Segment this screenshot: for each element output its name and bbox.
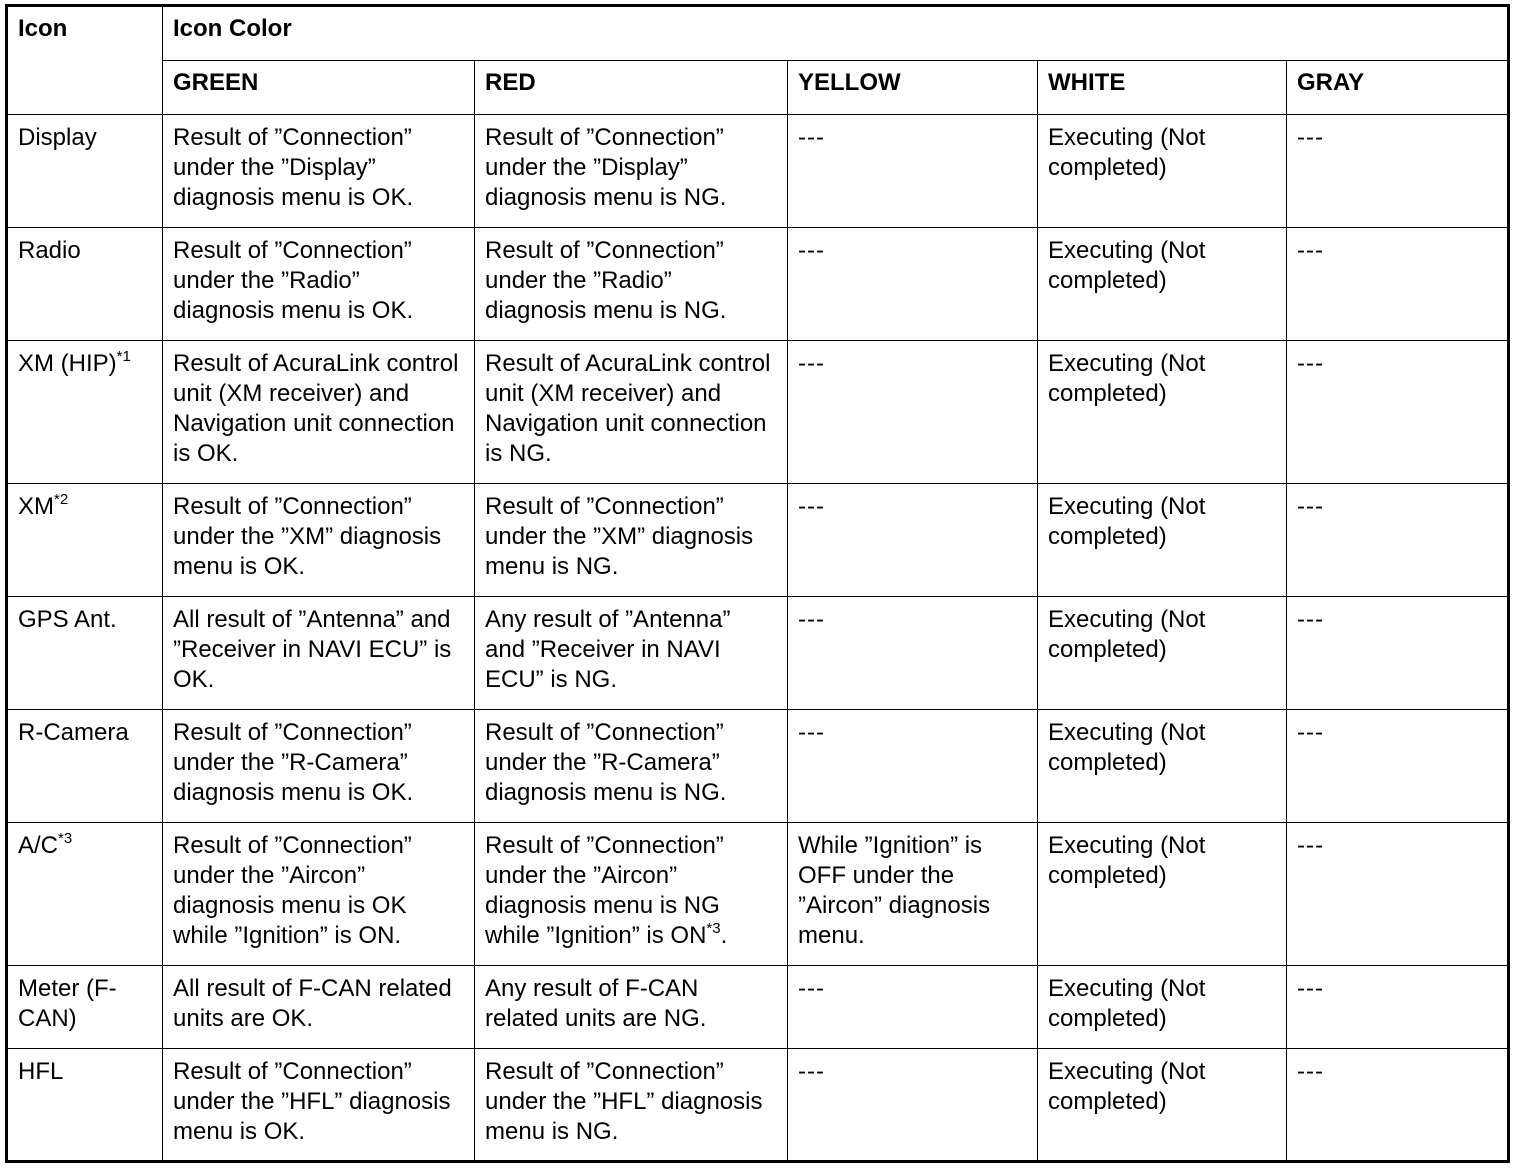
cell-red [475,823,788,966]
table-row [7,823,1509,966]
table-row [7,1049,1509,1162]
cell-icon [7,484,163,597]
cell-icon: Radio [7,228,163,341]
icon-label: XM [18,493,54,520]
table-row [7,966,1509,1049]
header-yellow: YELLOW [788,61,1038,115]
cell-white: Executing (Not completed) [1038,1049,1287,1162]
footnote-marker: *1 [116,348,131,365]
cell-icon: GPS Ant. [7,597,163,710]
cell-white: Executing (Not completed) [1038,341,1287,484]
cell-green: Result of ”Connection” under the ”HFL” diagnosis menu is OK. [163,1049,475,1162]
cell-gray: --- [1287,823,1509,966]
cell-white: Executing (Not completed) [1038,484,1287,597]
cell-red: Result of ”Connection” under the ”HFL” diagnosis menu is NG. [475,1049,788,1162]
cell-green: Result of AcuraLink control unit (XM receiver) and Navigation unit connection is OK. [163,341,475,484]
cell-yellow: --- [788,1049,1038,1162]
cell-red: Any result of ”Antenna” and ”Receiver in NAVI ECU” is NG. [475,597,788,710]
cell-yellow: --- [788,228,1038,341]
header-gray: GRAY [1287,61,1509,115]
red-text-end: . [720,922,728,949]
cell-icon [7,341,163,484]
header-icon-color: Icon Color [163,6,1509,61]
footnote-marker: *3 [706,920,721,937]
cell-white: Executing (Not completed) [1038,710,1287,823]
cell-icon: Display [7,115,163,228]
cell-icon: Meter (F-CAN) [7,966,163,1049]
cell-red: Result of ”Connection” under the ”XM” diagnosis menu is NG. [475,484,788,597]
table-row [7,228,1509,341]
header-white: WHITE [1038,61,1287,115]
cell-green: Result of ”Connection” under the ”R-Camera” diagnosis menu is OK. [163,710,475,823]
table-row [7,710,1509,823]
cell-yellow: --- [788,341,1038,484]
cell-icon: R-Camera [7,710,163,823]
table-row [7,597,1509,710]
cell-gray: --- [1287,228,1509,341]
cell-yellow: --- [788,966,1038,1049]
icon-label: A/C [18,832,59,859]
footnote-marker: *2 [54,491,69,508]
cell-gray: --- [1287,341,1509,484]
cell-gray: --- [1287,115,1509,228]
cell-green: Result of ”Connection” under the ”Radio” diagnosis menu is OK. [163,228,475,341]
cell-green: Result of ”Connection” under the ”Display” diagnosis menu is OK. [163,115,475,228]
cell-red: Result of ”Connection” under the ”R-Camera” diagnosis menu is NG. [475,710,788,823]
cell-white: Executing (Not completed) [1038,228,1287,341]
cell-gray: --- [1287,710,1509,823]
cell-white: Executing (Not completed) [1038,115,1287,228]
header-row-2 [7,61,1509,115]
cell-yellow: --- [788,597,1038,710]
cell-yellow: --- [788,710,1038,823]
cell-yellow: While ”Ignition” is OFF under the ”Aircon” diagnosis menu. [788,823,1038,966]
cell-yellow: --- [788,484,1038,597]
cell-red: Result of AcuraLink control unit (XM receiver) and Navigation unit connection is NG. [475,341,788,484]
cell-red: Result of ”Connection” under the ”Display” diagnosis menu is NG. [475,115,788,228]
cell-green: Result of ”Connection” under the ”Aircon” diagnosis menu is OK while ”Ignition” is ON. [163,823,475,966]
header-green: GREEN [163,61,475,115]
cell-white: Executing (Not completed) [1038,966,1287,1049]
cell-gray: --- [1287,597,1509,710]
cell-gray: --- [1287,1049,1509,1162]
cell-green: All result of ”Antenna” and ”Receiver in NAVI ECU” is OK. [163,597,475,710]
cell-icon [7,823,163,966]
table-row [7,484,1509,597]
cell-white: Executing (Not completed) [1038,823,1287,966]
cell-gray: --- [1287,966,1509,1049]
cell-red: Result of ”Connection” under the ”Radio” diagnosis menu is NG. [475,228,788,341]
header-row-1 [7,6,1509,61]
cell-white: Executing (Not completed) [1038,597,1287,710]
document-page [5,4,1510,1163]
header-icon: Icon [7,6,163,115]
red-text: Result of ”Connection” under the ”Aircon” diagnosis menu is NG while ”Ignition” is ON [485,832,724,949]
cell-icon: HFL [7,1049,163,1162]
table-row [7,341,1509,484]
icon-color-table [5,4,1510,1163]
cell-green: Result of ”Connection” under the ”XM” diagnosis menu is OK. [163,484,475,597]
header-red: RED [475,61,788,115]
cell-green: All result of F-CAN related units are OK. [163,966,475,1049]
cell-red: Any result of F-CAN related units are NG. [475,966,788,1049]
icon-label: XM (HIP) [18,350,117,377]
footnote-marker: *3 [58,830,73,847]
cell-gray: --- [1287,484,1509,597]
table-row [7,115,1509,228]
cell-yellow: --- [788,115,1038,228]
